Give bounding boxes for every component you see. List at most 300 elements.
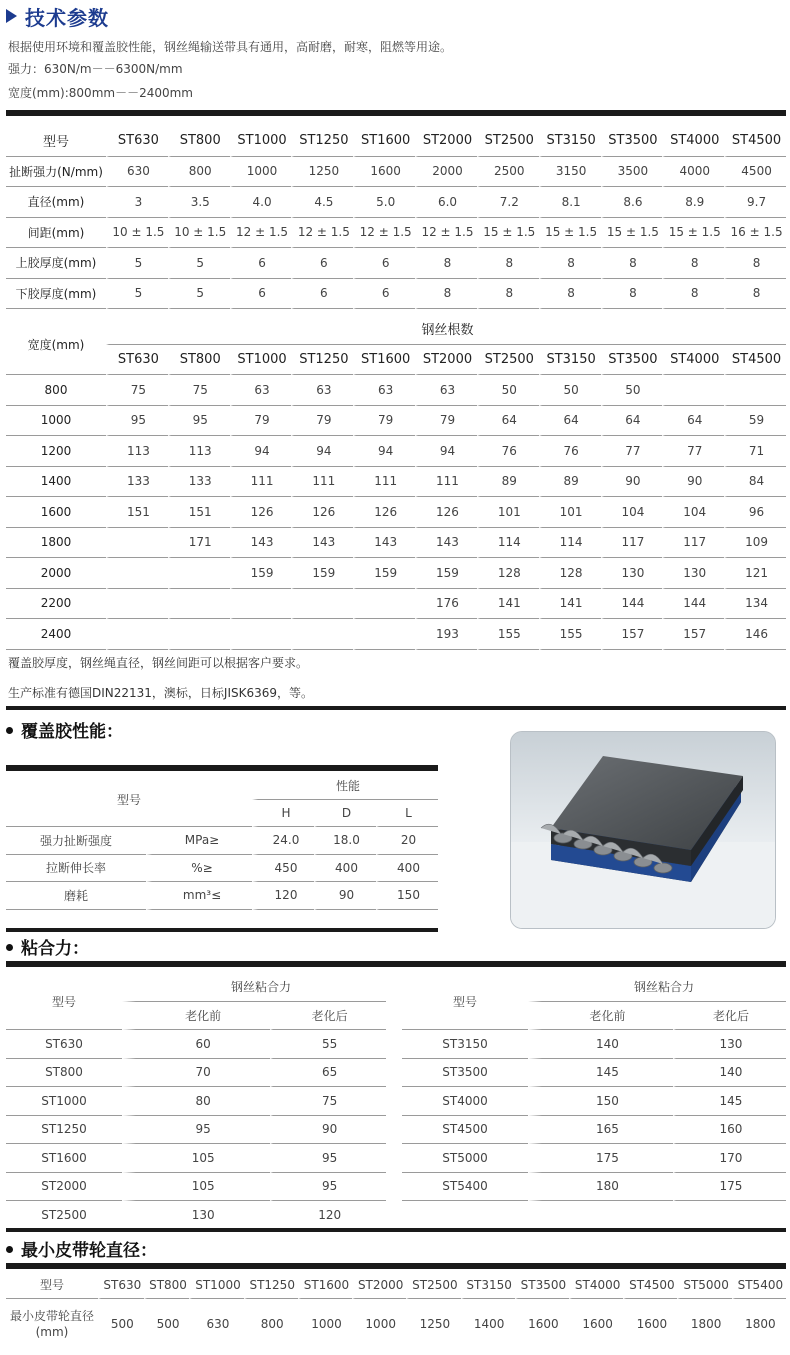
value-cell: 500 [98, 1299, 144, 1349]
value-cell: 79 [230, 406, 292, 437]
model-cell: ST1000 [6, 1087, 122, 1116]
value-cell: 111 [230, 467, 292, 498]
value-cell: 90 [601, 467, 663, 498]
value-cell: 6 [230, 279, 292, 310]
value-cell: 79 [415, 406, 477, 437]
value-cell: 159 [230, 558, 292, 589]
value-cell: 150 [528, 1087, 673, 1116]
spec-row [6, 279, 786, 310]
width-cell: 2000 [6, 558, 106, 589]
value-cell: 94 [415, 436, 477, 467]
value-cell: 111 [291, 467, 353, 498]
model-header: ST1250 [244, 1271, 298, 1299]
value-cell: 8 [477, 279, 539, 310]
value-cell: 59 [724, 406, 786, 437]
model-header: ST630 [98, 1271, 144, 1299]
value-cell [106, 589, 168, 620]
wires-span-row [6, 314, 786, 345]
model-header: ST3500 [601, 345, 663, 376]
value-cell: 159 [353, 558, 415, 589]
model-cell: ST630 [6, 1030, 122, 1059]
value-cell: 63 [415, 375, 477, 406]
value-cell: 10 ± 1.5 [106, 218, 168, 249]
model-header: ST4000 [662, 345, 724, 376]
model-header: ST630 [106, 345, 168, 376]
value-cell: 800 [244, 1299, 298, 1349]
intro-line-2: 强力：630N/m－－6300N/mm [8, 62, 183, 76]
value-cell: 400 [376, 855, 438, 883]
pulley-value-row [6, 1299, 786, 1349]
value-cell: 104 [662, 497, 724, 528]
value-cell: 140 [673, 1059, 786, 1088]
grade-header: L [376, 800, 438, 828]
wires-row [6, 589, 786, 620]
value-cell: 114 [477, 528, 539, 559]
value-cell: 171 [168, 528, 230, 559]
spec-row [6, 157, 786, 188]
adhesion-header-row [6, 973, 386, 1002]
value-cell: 143 [415, 528, 477, 559]
value-cell: 60 [122, 1030, 270, 1059]
width-cell: 1800 [6, 528, 106, 559]
value-cell: 50 [477, 375, 539, 406]
value-cell: 2000 [415, 157, 477, 188]
adhesion-header-row [402, 973, 786, 1002]
value-cell: 1400 [461, 1299, 515, 1349]
section-divider [6, 961, 786, 967]
value-cell: 1250 [291, 157, 353, 188]
value-cell: 150 [376, 882, 438, 910]
value-cell: 90 [662, 467, 724, 498]
value-cell [106, 619, 168, 650]
model-header: ST3150 [539, 345, 601, 376]
width-cell: 1200 [6, 436, 106, 467]
value-cell: 176 [415, 589, 477, 620]
value-cell: 180 [528, 1173, 673, 1202]
value-cell: 1600 [623, 1299, 677, 1349]
value-cell: 8 [477, 248, 539, 279]
value-cell: 12 ± 1.5 [415, 218, 477, 249]
value-cell: 105 [122, 1173, 270, 1202]
model-header: ST1600 [353, 345, 415, 376]
section-divider [6, 765, 438, 771]
model-header: 型号 [402, 973, 528, 1030]
value-cell: 8.1 [539, 187, 601, 218]
value-cell: 8 [539, 279, 601, 310]
value-cell: 1000 [230, 157, 292, 188]
value-cell: 630 [189, 1299, 243, 1349]
value-cell: 8 [539, 248, 601, 279]
value-cell: 130 [122, 1201, 270, 1230]
wires-row [6, 497, 786, 528]
wire-count-table [6, 314, 786, 650]
value-cell: 151 [168, 497, 230, 528]
value-cell: 90 [314, 882, 376, 910]
after-header: 老化后 [270, 1002, 386, 1031]
value-cell: 450 [252, 855, 314, 883]
value-cell: 6 [353, 248, 415, 279]
model-cell: ST4500 [402, 1116, 528, 1145]
value-cell: 3150 [539, 157, 601, 188]
model-header: ST4000 [662, 126, 724, 157]
adhesion-row [6, 1059, 386, 1088]
model-header: ST1600 [298, 1271, 352, 1299]
value-cell: 3 [106, 187, 168, 218]
bullet-icon [6, 1246, 13, 1253]
model-cell: ST2500 [41, 1208, 87, 1223]
model-cell: ST800 [6, 1059, 122, 1088]
spec-row [6, 187, 786, 218]
model-cell: ST3500 [402, 1059, 528, 1088]
value-cell: 105 [122, 1144, 270, 1173]
value-cell: 3500 [601, 157, 663, 188]
value-cell [291, 619, 353, 650]
value-cell: 94 [353, 436, 415, 467]
value-cell [230, 619, 292, 650]
value-cell: 111 [353, 467, 415, 498]
section-divider [6, 1263, 786, 1269]
value-cell [353, 589, 415, 620]
value-cell: 1800 [732, 1299, 786, 1349]
value-cell: 12 ± 1.5 [291, 218, 353, 249]
cover-heading-text: 覆盖胶性能： [21, 722, 123, 742]
value-cell: 12 ± 1.5 [230, 218, 292, 249]
row-label-unit: (mm) [35, 1325, 69, 1339]
value-cell: 130 [601, 558, 663, 589]
value-cell: 1000 [298, 1299, 352, 1349]
value-cell: 79 [291, 406, 353, 437]
adhesion-row [402, 1059, 786, 1088]
value-cell: 89 [477, 467, 539, 498]
adhesion-row [6, 1030, 386, 1059]
model-header: ST1250 [291, 345, 353, 376]
value-cell: 8 [601, 248, 663, 279]
value-cell: 50 [601, 375, 663, 406]
value-cell [353, 619, 415, 650]
value-cell: 133 [168, 467, 230, 498]
model-header: 型号 [6, 126, 106, 157]
page-title [6, 2, 109, 31]
adhesion-row [6, 1087, 386, 1116]
value-cell: 1600 [353, 157, 415, 188]
value-cell [291, 589, 353, 620]
belt-photo [510, 731, 776, 929]
model-header: ST800 [168, 345, 230, 376]
width-cell: 2400 [6, 619, 106, 650]
value-cell: 63 [230, 375, 292, 406]
value-cell: 114 [539, 528, 601, 559]
value-cell: 104 [601, 497, 663, 528]
model-header: ST2500 [406, 1271, 460, 1299]
pulley-heading-text: 最小皮带轮直径： [21, 1241, 157, 1261]
value-cell: 6 [230, 248, 292, 279]
model-cell: ST5000 [402, 1144, 528, 1173]
section-divider [6, 1228, 786, 1232]
value-cell: 6.0 [415, 187, 477, 218]
value-cell: 64 [539, 406, 601, 437]
value-cell: 12 ± 1.5 [353, 218, 415, 249]
after-header: 老化后 [673, 1002, 786, 1031]
model-header: ST2000 [415, 126, 477, 157]
value-cell: 113 [106, 436, 168, 467]
cover-heading [6, 717, 123, 742]
value-cell: 128 [539, 558, 601, 589]
property-name: 磨耗 [6, 882, 146, 910]
value-cell: 94 [230, 436, 292, 467]
value-cell: 121 [724, 558, 786, 589]
value-cell: 5 [106, 248, 168, 279]
value-cell: 128 [477, 558, 539, 589]
value-cell: 144 [601, 589, 663, 620]
spec-row [6, 248, 786, 279]
model-header: ST630 [106, 126, 168, 157]
adhesion-table-left [6, 973, 386, 1230]
value-cell: 94 [291, 436, 353, 467]
adhesion-table-right [402, 973, 786, 1201]
bullet-icon [6, 727, 13, 734]
before-header: 老化前 [122, 1002, 270, 1031]
value-cell: 15 ± 1.5 [662, 218, 724, 249]
adhesion-row [402, 1087, 786, 1116]
value-cell: 63 [291, 375, 353, 406]
value-cell: 143 [230, 528, 292, 559]
value-cell: 117 [662, 528, 724, 559]
value-cell: 18.0 [314, 827, 376, 855]
adhesion-row [6, 1173, 386, 1202]
value-cell: 8 [662, 248, 724, 279]
wires-row [6, 528, 786, 559]
value-cell: 64 [601, 406, 663, 437]
value-cell: 65 [270, 1059, 386, 1088]
model-header: 型号 [6, 1271, 98, 1299]
value-cell: 111 [415, 467, 477, 498]
wires-row [6, 619, 786, 650]
value-cell: 160 [673, 1116, 786, 1145]
intro-line-3: 宽度(mm):800mm－－2400mm [8, 86, 193, 100]
width-cell: 1400 [6, 467, 106, 498]
value-cell: 70 [122, 1059, 270, 1088]
value-cell: 1600 [515, 1299, 569, 1349]
spec-row [6, 218, 786, 249]
unit-cell: %≥ [146, 855, 252, 883]
value-cell: 143 [291, 528, 353, 559]
value-cell: 117 [601, 528, 663, 559]
width-header: 宽度(mm) [6, 314, 106, 375]
model-header: ST5000 [677, 1271, 731, 1299]
model-header: ST1000 [230, 126, 292, 157]
section-divider [6, 110, 786, 116]
adhesion-row [6, 1116, 386, 1145]
value-cell: 1600 [569, 1299, 623, 1349]
adhesion-row [402, 1030, 786, 1059]
row-label [6, 1299, 98, 1349]
value-cell: 95 [122, 1116, 270, 1145]
unit-cell: MPa≥ [146, 827, 252, 855]
value-cell: 8 [724, 248, 786, 279]
cover-row [6, 827, 438, 855]
value-cell: 130 [673, 1030, 786, 1059]
bullet-icon [6, 944, 13, 951]
triangle-bullet-icon [6, 9, 17, 23]
value-cell: 8 [601, 279, 663, 310]
adhesion-row [402, 1173, 786, 1202]
perf-header: 性能 [252, 772, 438, 800]
value-cell: 630 [106, 157, 168, 188]
value-cell [168, 589, 230, 620]
adhesion-row [402, 1144, 786, 1173]
model-header: ST4500 [724, 126, 786, 157]
unit-cell: mm³≤ [146, 882, 252, 910]
value-cell: 134 [724, 589, 786, 620]
value-cell: 95 [106, 406, 168, 437]
value-cell [230, 589, 292, 620]
model-header: ST5400 [732, 1271, 786, 1299]
section-divider [6, 706, 786, 710]
value-cell: 159 [415, 558, 477, 589]
row-label: 扯断强力(N/mm) [6, 157, 106, 188]
value-cell: 76 [539, 436, 601, 467]
model-header: ST4000 [569, 1271, 623, 1299]
before-header: 老化前 [528, 1002, 673, 1031]
value-cell: 8 [662, 279, 724, 310]
grade-header: H [252, 800, 314, 828]
value-cell: 16 ± 1.5 [724, 218, 786, 249]
model-header: ST800 [168, 126, 230, 157]
model-header: ST3500 [601, 126, 663, 157]
value-cell: 175 [528, 1144, 673, 1173]
adhesion-heading-text: 粘合力： [21, 939, 89, 959]
cover-header-row [6, 772, 438, 800]
value-cell: 1250 [406, 1299, 460, 1349]
model-header: ST2500 [477, 126, 539, 157]
value-cell: 6 [291, 279, 353, 310]
wires-row [6, 375, 786, 406]
value-cell: 101 [539, 497, 601, 528]
grade-header: D [314, 800, 376, 828]
cover-table [6, 772, 438, 910]
model-header: ST800 [144, 1271, 190, 1299]
model-header: ST2000 [415, 345, 477, 376]
wires-row [6, 406, 786, 437]
pulley-table [6, 1271, 786, 1349]
value-cell: 1000 [352, 1299, 406, 1349]
model-cell: ST5400 [402, 1173, 528, 1202]
belt-illustration [511, 732, 776, 929]
value-cell: 90 [270, 1116, 386, 1145]
row-label: 直径(mm) [6, 187, 106, 218]
value-cell: 96 [724, 497, 786, 528]
model-cell: ST4000 [402, 1087, 528, 1116]
group-header: 钢丝粘合力 [528, 973, 786, 1002]
adhesion-row [6, 1144, 386, 1173]
value-cell: 155 [539, 619, 601, 650]
value-cell: 140 [528, 1030, 673, 1059]
model-header: ST4500 [724, 345, 786, 376]
value-cell: 4.5 [291, 187, 353, 218]
value-cell: 4000 [662, 157, 724, 188]
width-cell: 800 [6, 375, 106, 406]
wires-model-row [6, 345, 786, 376]
wires-row [6, 558, 786, 589]
value-cell [724, 375, 786, 406]
value-cell: 24.0 [252, 827, 314, 855]
value-cell: 71 [724, 436, 786, 467]
model-header: ST1600 [353, 126, 415, 157]
value-cell: 5 [168, 279, 230, 310]
page-title-text: 技术参数 [25, 6, 109, 30]
value-cell: 400 [314, 855, 376, 883]
section-divider [6, 928, 438, 932]
value-cell: 6 [291, 248, 353, 279]
note-standards: 生产标准有德国DIN22131，澳标，日标JISK6369，等。 [8, 686, 314, 700]
width-cell: 1600 [6, 497, 106, 528]
value-cell: 5 [168, 248, 230, 279]
model-header: ST2500 [477, 345, 539, 376]
value-cell: 8 [415, 248, 477, 279]
property-name: 拉断伸长率 [6, 855, 146, 883]
pulley-header-row [6, 1271, 786, 1299]
value-cell: 79 [353, 406, 415, 437]
model-header: ST3150 [539, 126, 601, 157]
row-label-text: 最小皮带轮直径 [9, 1309, 94, 1323]
value-cell: 5.0 [353, 187, 415, 218]
model-header: ST2000 [352, 1271, 406, 1299]
value-cell: 3.5 [168, 187, 230, 218]
value-cell: 75 [106, 375, 168, 406]
note-customization: 覆盖胶厚度，钢丝绳直径，钢丝间距可以根据客户要求。 [8, 656, 309, 670]
value-cell: 4500 [724, 157, 786, 188]
value-cell: 800 [168, 157, 230, 188]
value-cell: 8.6 [601, 187, 663, 218]
value-cell: 159 [291, 558, 353, 589]
model-header: ST3150 [461, 1271, 515, 1299]
wires-row [6, 436, 786, 467]
model-header: 型号 [6, 973, 122, 1030]
value-cell: 50 [539, 375, 601, 406]
value-cell: 5 [106, 279, 168, 310]
value-cell: 193 [415, 619, 477, 650]
model-header: ST1000 [189, 1271, 243, 1299]
pulley-heading [6, 1236, 157, 1261]
value-cell: 20 [376, 827, 438, 855]
value-cell: 120 [252, 882, 314, 910]
value-cell: 15 ± 1.5 [477, 218, 539, 249]
value-cell: 15 ± 1.5 [539, 218, 601, 249]
value-cell: 6 [353, 279, 415, 310]
value-cell [106, 558, 168, 589]
value-cell: 130 [662, 558, 724, 589]
model-cell: ST2000 [6, 1173, 122, 1202]
width-cell: 1000 [6, 406, 106, 437]
value-cell: 8.9 [662, 187, 724, 218]
value-cell: 4.0 [230, 187, 292, 218]
adhesion-heading [6, 934, 89, 959]
span-header: 钢丝根数 [106, 314, 786, 345]
value-cell: 95 [270, 1173, 386, 1202]
value-cell: 101 [477, 497, 539, 528]
value-cell: 2500 [477, 157, 539, 188]
model-header: ST4500 [623, 1271, 677, 1299]
value-cell: 165 [528, 1116, 673, 1145]
value-cell [168, 619, 230, 650]
model-cell: ST1250 [6, 1116, 122, 1145]
value-cell: 64 [662, 406, 724, 437]
value-cell: 145 [673, 1087, 786, 1116]
row-label: 上胶厚度(mm) [6, 248, 106, 279]
value-cell: 120 [270, 1201, 386, 1230]
value-cell: 55 [270, 1030, 386, 1059]
row-label: 下胶厚度(mm) [6, 279, 106, 310]
